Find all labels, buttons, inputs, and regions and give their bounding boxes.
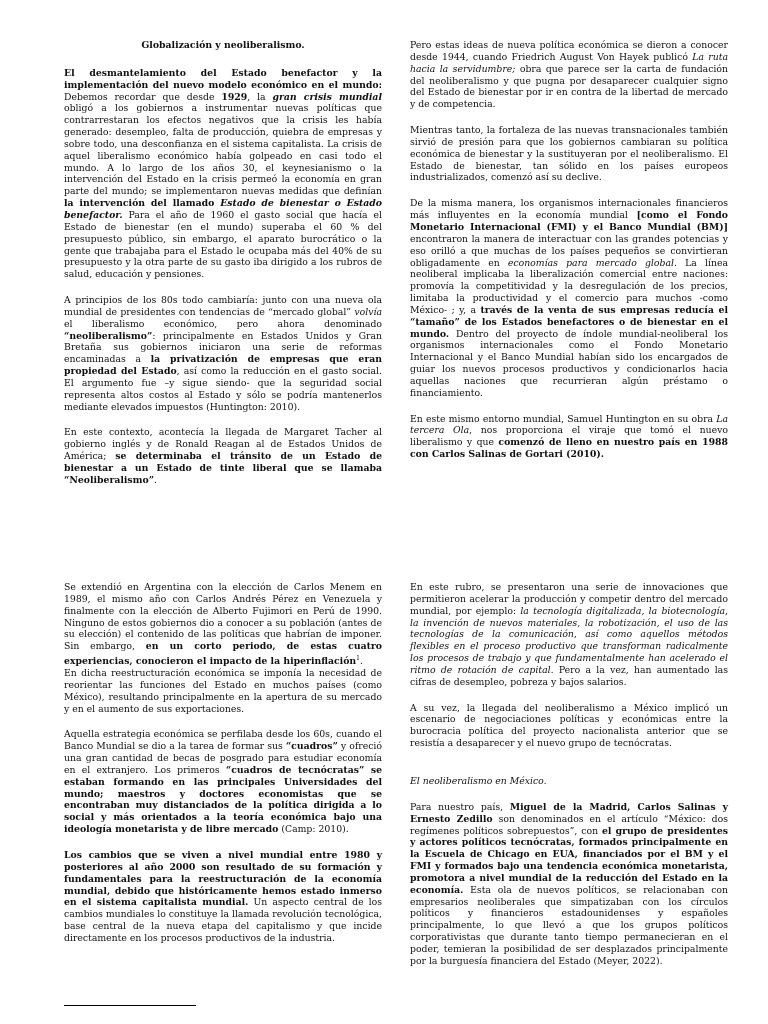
document-title: Globalización y neoliberalismo.: [141, 40, 305, 51]
paragraph: Pero estas ideas de nueva política económica se dieron a conocer desde 1944, cuando Friedrich August Von Hayek publicó La ruta hacia la servidumbre; obra que parece ser la carta de fundación del neoliberalismo y que pugna por desaparecer cualquier signo del Estado de bienestar por ir en contra de la libertad de mercado y de competencia.: [410, 40, 728, 111]
page1-right-column: [410, 40, 728, 472]
page2-right-column: [410, 582, 728, 979]
footnote-divider: [64, 1005, 196, 1006]
paragraph: De la misma manera, los organismos internacionales financieros más influyentes en la economía mundial [como el Fondo Monetario Internacional (FMI) y el Banco Mundial (BM)] encontraron la manera de interactuar con las grandes potencias y eso orilló a que muchas de los países pequeños se convirtieran obligadamente en economías para mercado global. La línea neoliberal implicaba la liberalización comercial entre naciones: promovía la competitividad y la desregulación de los precios, limitaba la productividad y el comercio para muchos -como México- ; y, a través de la venta de sus empresas reducía el “tamaño” de los Estados benefactores o de bienestar en el mundo. Dentro del proyecto de índole mundial-neoliberal los organismos internacionales como el Fondo Monetario Internacional y el Banco Mundial habían sido los encargados de guiar los nuevos procesos productivos y condicionarlos hacia aquellas naciones que recurrieran algún préstamo o financiamiento.: [410, 198, 729, 399]
paragraph: A principios de los 80s todo cambiaría: junto con una nueva ola mundial de presidentes con tendencias de “mercado global” volvía el liberalismo económico, pero ahora denominado “neoliberalismo”: principalmente en Estados Unidos y Gran Bretaña sus gobiernos iniciaron una serie de reformas encaminadas a la privatización de empresas que eran propiedad del Estado, así como la reducción en el gasto social. El argumento fue –y sigue siendo- que la seguridad social representa altos costos al Estado y sólo se podría mantenerlos mediante elevados impuestos (Huntington: 2010).: [64, 295, 382, 413]
paragraph: En este rubro, se presentaron una serie de innovaciones que permitieron acelerar la producción y competir dentro del mercado mundial, por ejemplo: la tecnología digitalizada, la biotecnología, la invención de nuevos materiales, la robotización, el uso de las tecnologías de la comunicación, así como aquellos métodos flexibles en el proceso productivo que transforman radicalmente los procesos de trabajo y que fundamentalmente han acelerado el ritmo de rotación de capital. Pero a la vez, han aumentado las cifras de desempleo, pobreza y bajos salarios.: [410, 582, 728, 688]
paragraph: Para nuestro país, Miguel de la Madrid, Carlos Salinas y Ernesto Zedillo son denominados en el artículo “México: dos regímenes políticos sobrepuestos”, con el grupo de presidentes y actores políticos tecnócratas, formados principalmente en la Escuela de Chicago en EUA, financiados por el BM y el FMI y formados bajo una tendencia económica monetarista, promotora a nivel mundial de la reducción del Estado en la economía. Esta ola de nuevos políticos, se relacionaban con empresarios neoliberales que simpatizaban con los círculos políticos y financieros estadounidenses y españoles principalmente, lo que llevó a que los grupos políticos corporativistas que durante tanto tiempo permanecieran en el poder, temieran la posibilidad de ser desplazados principalmente por la burguesía financiera del Estado (Meyer, 2022).: [410, 801, 728, 967]
page2-left-column: [64, 582, 382, 956]
footnote-marker: 1: [356, 655, 360, 663]
paragraph: Aquella estrategia económica se perfilaba desde los 60s, cuando el Banco Mundial se dio a la tarea de formar sus “cuadros” y ofreció una gran cantidad de becas de posgrado para estudiar economía en el extranjero. Los primeros “cuadros de tecnócratas” se estaban formando en las principales Universidades del mundo; maestros y doctores economistas que se encontraban muy distanciados de la política dirigida a lo social y más orientados a la teoría económica bajo una ideología monetarista y de libre mercado (Camp: 2010).: [64, 729, 382, 836]
paragraph: A su vez, la llegada del neoliberalismo a México implicó un escenario de negociaciones políticas y económicas entre la burocracia política del proyecto nacionalista anterior que se resistía a desaparecer y el nuevo grupo de tecnócratas.: [410, 702, 728, 750]
paragraph: El desmantelamiento del Estado benefactor y la implementación del nuevo modelo económico en el mundo: Debemos recordar que desde 1929, la gran crisis mundial obligó a los gobiernos a instrumentar nuevas políticas que contrarrestaran los efectos negativos que la crisis les había generado: desempleo, falta de producción, quiebra de empresas y sobre todo, una desconfianza en el sistema capitalista. La crisis de aquel liberalismo económico había golpeado en casi todo el mundo. A lo largo de los años 30, el keynesianismo o la intervención del Estado en la crisis permeó la economía en gran parte del mundo; se implementaron nuevas medidas que definían la intervención del llamado Estado de bienestar o Estado benefactor. Para el año de 1960 el gasto social que hacía el Estado de bienestar (en el mundo) superaba el 60 % del presupuesto público, sin embargo, el aparato burocrático o la gente que trabajaba para el Estado le ocupaba más del 40% de su presupuesto y la otra parte de su gasto iba dirigido a los rubros de salud, educación y pensiones.: [64, 67, 382, 281]
paragraph: En este contexto, acontecía la llegada de Margaret Tacher al gobierno inglés y de Ronald Reagan al de Estados Unidos de América; se determinaba el tránsito de un Estado de bienestar a un Estado de tinte liberal que se llamaba “Neoliberalismo”.: [64, 427, 382, 486]
paragraph: En dicha reestructuración económica se imponía la necesidad de reorientar las funciones del Estado en muchos países (como México), resultando principalmente en la apertura de su mercado y en el aumento de sus exportaciones.: [64, 668, 382, 715]
paragraph: Se extendió en Argentina con la elección de Carlos Menem en 1989, el mismo año con Carlos Andrés Pérez en Venezuela y finalmente con la elección de Alberto Fujimori en Perú de 1990. Ninguno de estos gobiernos dio a conocer a su población (antes de su elección) el contenido de las políticas que habrían de imponer. Sin embargo, en un corto periodo, de estas cuatro experiencias, conocieron el impacto de la hiperinflación$^1$.: [64, 582, 382, 668]
paragraph: En este mismo entorno mundial, Samuel Huntington en su obra La tercera Ola, nos proporciona el viraje que tomó el nuevo liberalismo y que comenzó de lleno en nuestro país en 1988 con Carlos Salinas de Gortari (2010).: [410, 413, 728, 461]
paragraph: Mientras tanto, la fortaleza de las nuevas transnacionales también sirvió de presión para que los gobiernos cambiaran su política económica de bienestar y la sustituyeran por el neoliberalismo. El Estado de bienestar, tan sólido en los países europeos industrializados, comenzó así su declive.: [410, 125, 728, 184]
page1-left-column: [64, 40, 382, 498]
paragraph: Los cambios que se viven a nivel mundial entre 1980 y posteriores al año 2000 son resultado de su formación y fundamentales para la reestructuración de la economía mundial, debido que históricamente hemos estado inmerso en el sistema capitalista mundial. Un aspecto central de los cambios mundiales lo constituye la llamada revolución tecnológica, base central de la nueva etapa del capitalismo y que incide directamente en los procesos productivos de la industria.: [64, 849, 382, 944]
section-heading: El neoliberalismo en México.: [410, 775, 547, 787]
